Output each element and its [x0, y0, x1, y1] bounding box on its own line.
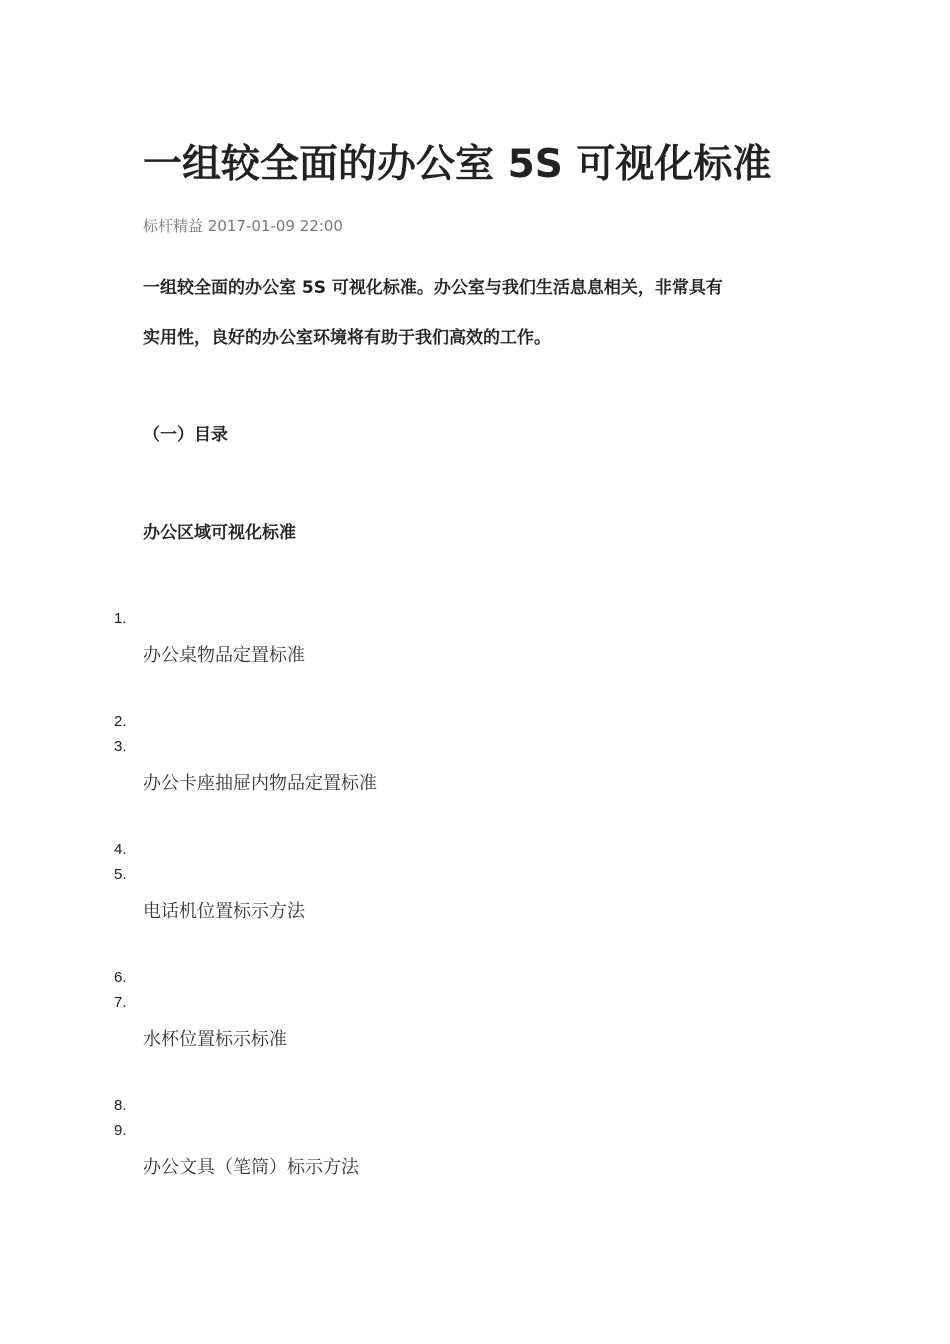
list-number: 9. — [114, 1122, 127, 1139]
list-item: 办公卡座抽屉内物品定置标准 — [143, 773, 377, 794]
office-area-heading: 办公区域可视化标准 — [143, 523, 296, 543]
list-item: 电话机位置标示方法 — [143, 901, 305, 922]
list-item: 办公文具（笔筒）标示方法 — [143, 1157, 359, 1178]
list-number: 3. — [114, 738, 127, 755]
list-number: 5. — [114, 866, 127, 883]
list-number: 6. — [114, 969, 127, 986]
list-item: 水杯位置标示标准 — [143, 1029, 287, 1050]
list-number: 4. — [114, 841, 127, 858]
article-meta — [143, 216, 343, 236]
list-number: 8. — [114, 1097, 127, 1114]
list-item: 办公桌物品定置标准 — [143, 645, 305, 666]
list-number: 1. — [114, 610, 127, 627]
article-intro — [143, 263, 813, 363]
intro-line-2: 实用性，良好的办公室环境将有助于我们高效的工作。 — [143, 328, 551, 348]
article-datetime: 2017-01-09 22:00 — [207, 217, 343, 235]
article-author[interactable]: 标杆精益 — [143, 217, 204, 235]
intro-line-1: 一组较全面的办公室 5S 可视化标准。办公室与我们生活息息相关，非常具有 — [143, 278, 723, 298]
list-number: 7. — [114, 994, 127, 1011]
list-number: 2. — [114, 713, 127, 730]
toc-heading: （一）目录 — [143, 425, 228, 445]
article-title: 一组较全面的办公室 5S 可视化标准 — [143, 142, 772, 187]
